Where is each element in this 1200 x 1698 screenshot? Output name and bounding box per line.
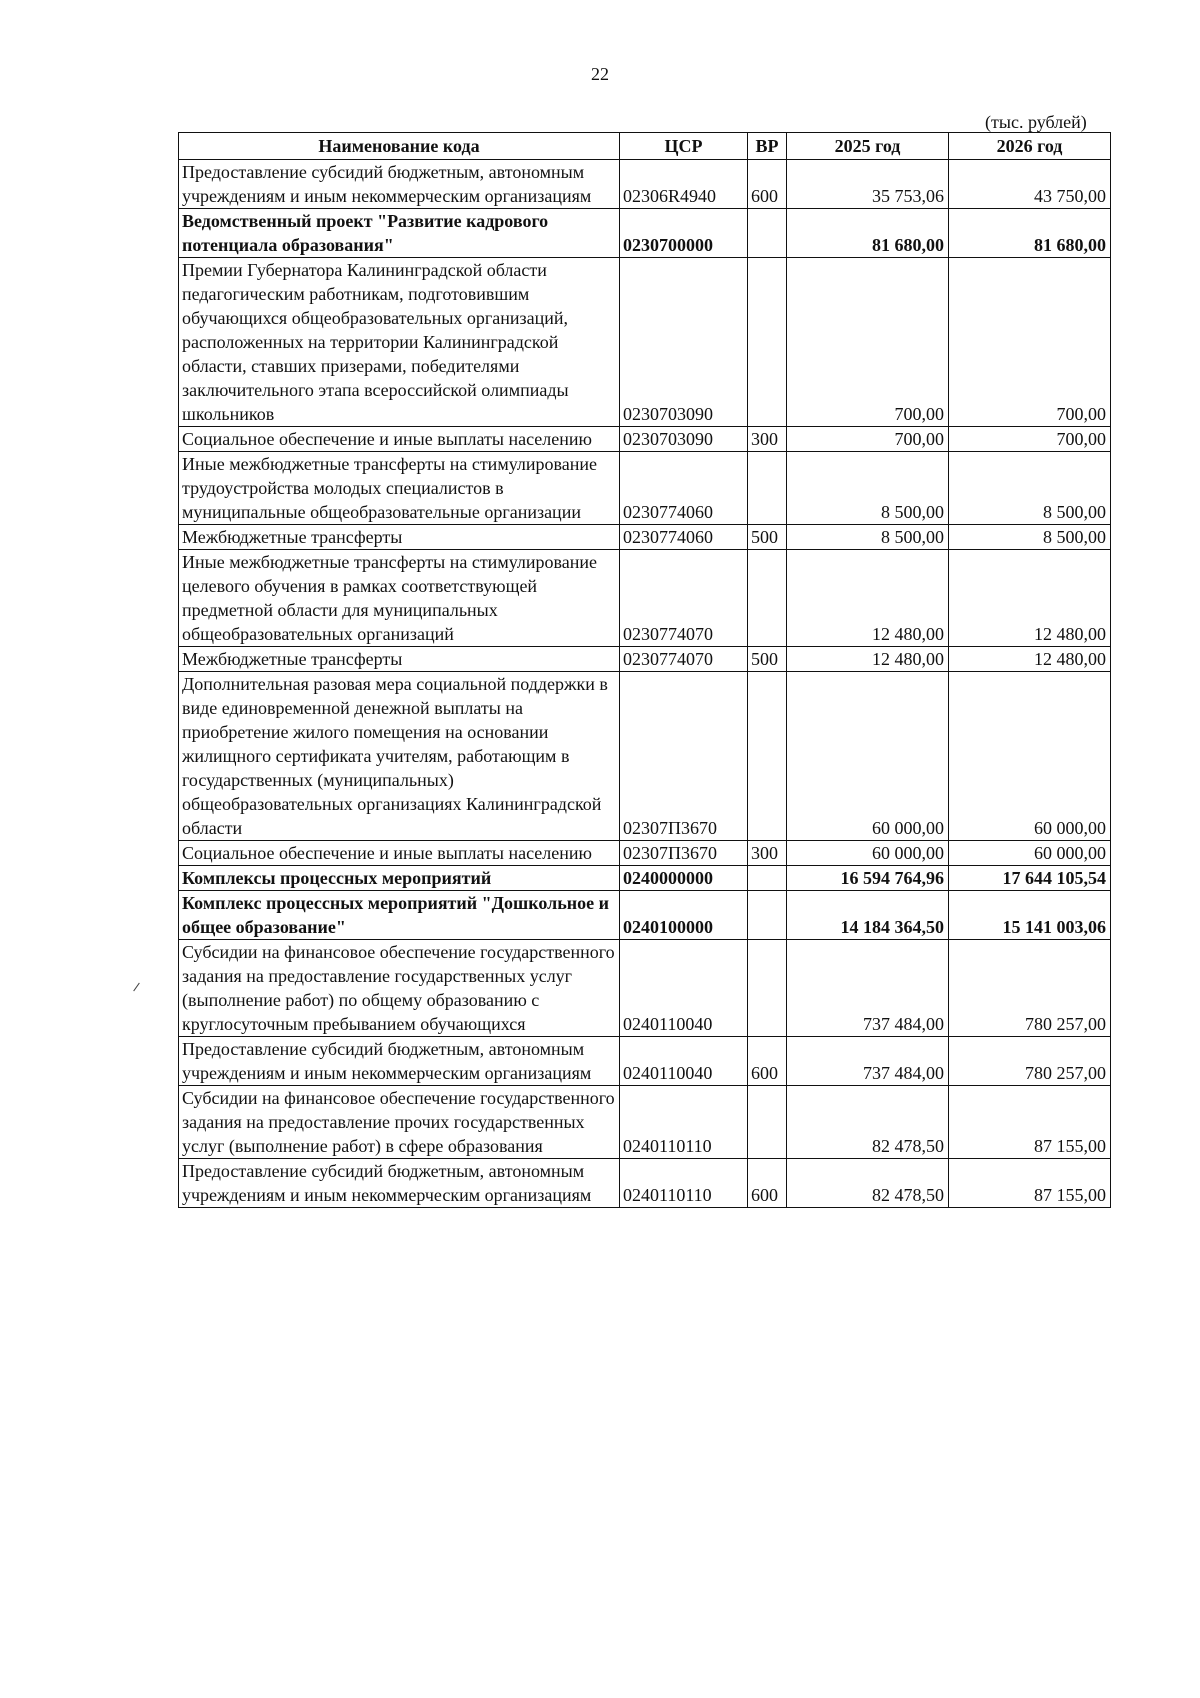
table-row (179, 841, 1111, 866)
row-2026: 8 500,00 (949, 525, 1111, 550)
row-2025: 700,00 (787, 427, 949, 452)
row-vr: 300 (748, 841, 787, 866)
table-row (179, 866, 1111, 891)
row-2025: 737 484,00 (787, 1037, 949, 1086)
row-2025: 16 594 764,96 (787, 866, 949, 891)
row-csr: 0230774070 (620, 647, 748, 672)
table-row (179, 258, 1111, 427)
row-2026: 60 000,00 (949, 841, 1111, 866)
row-csr: 02307П3670 (620, 841, 748, 866)
row-2025: 35 753,06 (787, 160, 949, 209)
row-2026: 8 500,00 (949, 452, 1111, 525)
row-name: Премии Губернатора Калининградской области педагогическим работникам, подготовившим обучающихся общеобразовательных организаций, расположенных на территории Калининградской области, ставших призерами, победителями заключительного этапа всероссийской олимпиады школьников (179, 258, 620, 427)
row-csr: 0240110040 (620, 940, 748, 1037)
row-vr (748, 672, 787, 841)
row-vr (748, 209, 787, 258)
row-2026: 780 257,00 (949, 940, 1111, 1037)
row-name: Субсидии на финансовое обеспечение государственного задания на предоставление государственных услуг (выполнение работ) по общему образованию с круглосуточным пребыванием обучающихся (179, 940, 620, 1037)
row-2026: 780 257,00 (949, 1037, 1111, 1086)
row-name: Ведомственный проект "Развитие кадрового потенциала образования" (179, 209, 620, 258)
row-name: Социальное обеспечение и иные выплаты населению (179, 427, 620, 452)
row-vr: 600 (748, 160, 787, 209)
row-vr: 600 (748, 1037, 787, 1086)
row-name: Межбюджетные трансферты (179, 525, 620, 550)
row-name: Комплекс процессных мероприятий "Дошкольное и общее образование" (179, 891, 620, 940)
row-name: Межбюджетные трансферты (179, 647, 620, 672)
table-row (179, 1086, 1111, 1159)
table-row (179, 891, 1111, 940)
row-2026: 87 155,00 (949, 1086, 1111, 1159)
row-2026: 81 680,00 (949, 209, 1111, 258)
row-name: Предоставление субсидий бюджетным, автономным учреждениям и иным некоммерческим организациям (179, 1037, 620, 1086)
row-csr: 0230774060 (620, 452, 748, 525)
header-vr: ВР (748, 133, 787, 160)
row-name: Иные межбюджетные трансферты на стимулирование целевого обучения в рамках соответствующей предметной области для муниципальных общеобразовательных организаций (179, 550, 620, 647)
row-name: Предоставление субсидий бюджетным, автономным учреждениям и иным некоммерческим организациям (179, 160, 620, 209)
row-vr (748, 866, 787, 891)
row-2025: 60 000,00 (787, 672, 949, 841)
row-csr: 0240110110 (620, 1159, 748, 1208)
header-name: Наименование кода (179, 133, 620, 160)
row-2026: 700,00 (949, 258, 1111, 427)
row-2025: 81 680,00 (787, 209, 949, 258)
row-2026: 12 480,00 (949, 647, 1111, 672)
table-row (179, 525, 1111, 550)
row-2026: 700,00 (949, 427, 1111, 452)
page-number: 22 (591, 64, 609, 84)
row-2026: 17 644 105,54 (949, 866, 1111, 891)
row-2025: 12 480,00 (787, 647, 949, 672)
table-row (179, 427, 1111, 452)
row-name: Дополнительная разовая мера социальной поддержки в виде единовременной денежной выплаты на приобретение жилого помещения на основании жилищного сертификата учителям, работающим в государственных (муниципальных) общеобразовательных организациях Калининградской области (179, 672, 620, 841)
table-row (179, 209, 1111, 258)
table-row (179, 1037, 1111, 1086)
row-csr: 0230774070 (620, 550, 748, 647)
table-header-row (179, 133, 1111, 160)
table-row (179, 672, 1111, 841)
units-label: (тыс. рублей) (985, 112, 1087, 132)
row-csr: 0230703090 (620, 258, 748, 427)
table-row (179, 940, 1111, 1037)
row-2026: 15 141 003,06 (949, 891, 1111, 940)
row-csr: 02307П3670 (620, 672, 748, 841)
row-vr (748, 1086, 787, 1159)
row-2025: 82 478,50 (787, 1086, 949, 1159)
table-row (179, 647, 1111, 672)
row-csr: 02306R4940 (620, 160, 748, 209)
row-name: Иные межбюджетные трансферты на стимулирование трудоустройства молодых специалистов в муниципальные общеобразовательные организации (179, 452, 620, 525)
row-name: Социальное обеспечение и иные выплаты населению (179, 841, 620, 866)
row-name: Субсидии на финансовое обеспечение государственного задания на предоставление прочих государственных услуг (выполнение работ) в сфере образования (179, 1086, 620, 1159)
row-2026: 87 155,00 (949, 1159, 1111, 1208)
row-2026: 60 000,00 (949, 672, 1111, 841)
row-csr: 0240000000 (620, 866, 748, 891)
table-row (179, 550, 1111, 647)
header-2025: 2025 год (787, 133, 949, 160)
row-name: Предоставление субсидий бюджетным, автономным учреждениям и иным некоммерческим организациям (179, 1159, 620, 1208)
row-2026: 12 480,00 (949, 550, 1111, 647)
header-2026: 2026 год (949, 133, 1111, 160)
row-vr: 600 (748, 1159, 787, 1208)
table-row (179, 452, 1111, 525)
row-2025: 737 484,00 (787, 940, 949, 1037)
row-vr (748, 452, 787, 525)
row-2025: 8 500,00 (787, 452, 949, 525)
row-vr (748, 940, 787, 1037)
row-vr (748, 258, 787, 427)
row-name: Комплексы процессных мероприятий (179, 866, 620, 891)
row-csr: 0230703090 (620, 427, 748, 452)
row-2025: 12 480,00 (787, 550, 949, 647)
table-row (179, 160, 1111, 209)
margin-mark (133, 983, 140, 992)
row-vr (748, 550, 787, 647)
header-csr: ЦСР (620, 133, 748, 160)
row-csr: 0240110040 (620, 1037, 748, 1086)
row-2025: 700,00 (787, 258, 949, 427)
row-vr: 500 (748, 525, 787, 550)
row-2025: 8 500,00 (787, 525, 949, 550)
row-csr: 0240100000 (620, 891, 748, 940)
budget-table (178, 132, 1111, 1208)
row-2025: 82 478,50 (787, 1159, 949, 1208)
row-csr: 0230774060 (620, 525, 748, 550)
row-2025: 60 000,00 (787, 841, 949, 866)
row-2025: 14 184 364,50 (787, 891, 949, 940)
row-csr: 0230700000 (620, 209, 748, 258)
table-body (179, 160, 1111, 1208)
table-row (179, 1159, 1111, 1208)
row-vr (748, 891, 787, 940)
row-vr: 300 (748, 427, 787, 452)
row-vr: 500 (748, 647, 787, 672)
row-2026: 43 750,00 (949, 160, 1111, 209)
row-csr: 0240110110 (620, 1086, 748, 1159)
